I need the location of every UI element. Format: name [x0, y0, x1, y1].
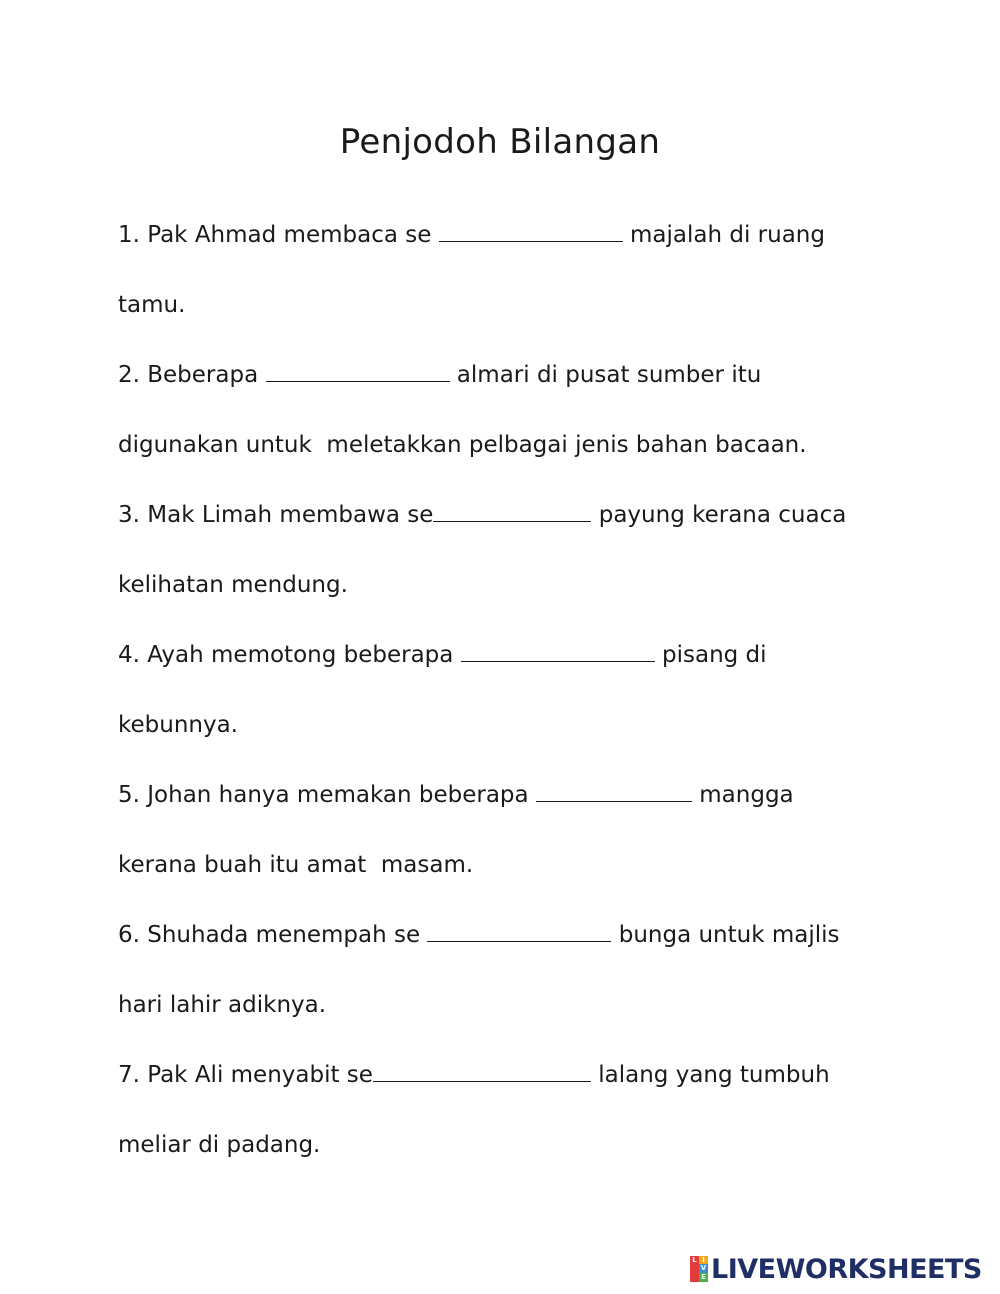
logo-letter-l: L: [690, 1256, 699, 1282]
liveworksheets-logo-icon: [690, 1256, 708, 1282]
question-6-line-2: hari lahir adiknya.: [118, 992, 327, 1018]
question-4-line-1: [118, 640, 767, 670]
question-2-text-after: almari di pusat sumber itu: [449, 362, 762, 388]
liveworksheets-text: LIVEWORKSHEETS: [711, 1253, 982, 1285]
question-3-text-after: payung kerana cuaca: [591, 502, 847, 528]
question-7-text-after: lalang yang tumbuh: [590, 1062, 830, 1088]
question-7-line-1: [118, 1060, 830, 1090]
question-2-line-1: [118, 360, 761, 390]
answer-blank-7[interactable]: [373, 1061, 591, 1082]
question-5-line-1: [118, 780, 794, 810]
question-6-text-after: bunga untuk majlis: [611, 922, 840, 948]
question-4-text-after: pisang di: [654, 642, 767, 668]
question-1-line-1: [118, 220, 825, 250]
question-4-line-2: kebunnya.: [118, 712, 238, 738]
answer-blank-6[interactable]: [427, 921, 611, 942]
question-5-line-2: kerana buah itu amat masam.: [118, 852, 474, 878]
question-4-text-before: 4. Ayah memotong beberapa: [118, 642, 461, 668]
question-3-text-before: 3. Mak Limah membawa se: [118, 502, 434, 528]
logo-letter-v: V: [700, 1264, 707, 1272]
logo-letter-i: I: [699, 1256, 708, 1264]
page-title: Penjodoh Bilangan: [339, 122, 661, 162]
question-3-line-2: kelihatan mendung.: [118, 572, 348, 598]
answer-blank-3[interactable]: [433, 501, 591, 522]
question-2-text-before: 2. Beberapa: [118, 362, 266, 388]
question-7-text-before: 7. Pak Ali menyabit se: [118, 1062, 373, 1088]
answer-blank-5[interactable]: [536, 781, 692, 802]
answer-blank-1[interactable]: [439, 221, 623, 242]
question-2-line-2: digunakan untuk meletakkan pelbagai jenis bahan bacaan.: [118, 432, 807, 458]
question-6-line-1: [118, 920, 840, 950]
question-3-line-1: [118, 500, 846, 530]
question-7-line-2: meliar di padang.: [118, 1132, 321, 1158]
logo-letter-e: E: [699, 1273, 708, 1282]
question-6-text-before: 6. Shuhada menempah se: [118, 922, 428, 948]
answer-blank-4[interactable]: [461, 641, 655, 662]
question-1-text-before: 1. Pak Ahmad membaca se: [118, 222, 439, 248]
liveworksheets-brand: [690, 1252, 990, 1286]
question-1-line-2: tamu.: [118, 292, 186, 318]
answer-blank-2[interactable]: [266, 361, 450, 382]
question-1-text-after: majalah di ruang: [622, 222, 825, 248]
question-5-text-after: mangga: [691, 782, 794, 808]
question-5-text-before: 5. Johan hanya memakan beberapa: [118, 782, 536, 808]
